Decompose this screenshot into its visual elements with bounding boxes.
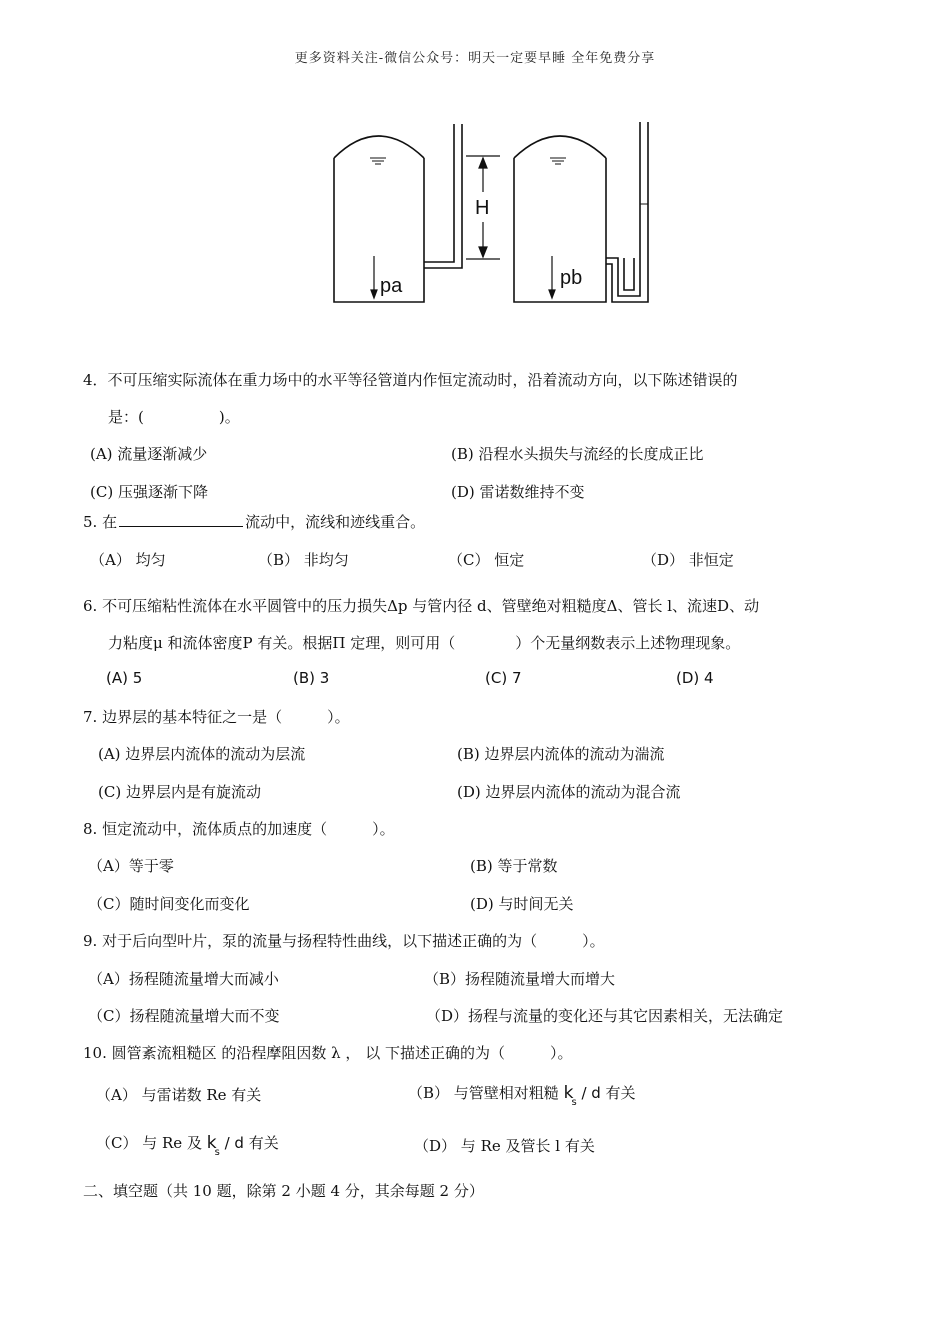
right-utube-middle — [624, 258, 634, 290]
q4-stem-line2: 是：( )。 — [108, 408, 240, 426]
label-pa: pa — [380, 275, 403, 297]
label-H: H — [475, 197, 490, 219]
q6-option-d: (D) 4 — [676, 669, 714, 687]
page-header: 更多资料关注-微信公众号：明天一定要早睡 全年免费分享 — [294, 51, 656, 66]
label-pb: pb — [560, 267, 583, 289]
q4-option-d: (D) 雷诺数维持不变 — [451, 483, 585, 501]
q4-option-b: (B) 沿程水头损失与流经的长度成正比 — [451, 445, 704, 463]
q10-option-b — [408, 1082, 636, 1108]
q8-option-b: (B) 等于常数 — [470, 857, 558, 875]
q7-option-a: (A) 边界层内流体的流动为层流 — [98, 745, 306, 763]
q5-blank — [119, 514, 243, 527]
right-tank-dome — [514, 136, 606, 158]
q9-option-d: （D）扬程与流量的变化还与其它因素相关，无法确定 — [426, 1007, 784, 1025]
q6-stem-line1: 6. 不可压缩粘性流体在水平圆管中的压力损失Δp 与管内径 d、管壁绝对粗糙度Δ、管长 l、流速D、动 — [83, 597, 760, 615]
q4-option-c: (C) 压强逐渐下降 — [90, 483, 208, 501]
q10-option-b-pre: （B） 与管壁相对粗糙 — [408, 1084, 559, 1102]
q10-option-c-post: / d 有关 — [224, 1134, 279, 1152]
q8-option-c: （C）随时间变化而变化 — [88, 895, 250, 913]
q10-option-b-k: k — [563, 1083, 574, 1103]
q4-stem-line1: 4．不可压缩实际流体在重力场中的水平等径管道内作恒定流动时，沿着流动方向，以下陈述错误的 — [83, 371, 738, 389]
q10-option-c-pre: （C） 与 Re 及 — [96, 1134, 202, 1152]
left-tank-dome — [334, 136, 424, 158]
q10-option-a: （A） 与雷诺数 Re 有关 — [96, 1086, 262, 1104]
q9-option-c: （C）扬程随流量增大而不变 — [88, 1007, 280, 1025]
q5-option-b: （B） 非均匀 — [258, 551, 349, 569]
q9-option-a: （A）扬程随流量增大而减小 — [88, 970, 279, 988]
left-piezometer-outer — [424, 124, 454, 262]
right-utube-outer — [606, 122, 640, 296]
q9-option-b: （B）扬程随流量增大而增大 — [424, 970, 616, 988]
q8-stem: 8. 恒定流动中，流体质点的加速度（ ）。 — [83, 820, 395, 838]
right-utube-inner — [606, 122, 648, 302]
q5-option-a: （A） 均匀 — [90, 551, 166, 569]
left-piezometer-inner — [424, 124, 462, 268]
q5-stem-pre: 5. 在 — [83, 513, 118, 531]
section-2-title: 二、填空题（共 10 题，除第 2 小题 4 分，其余每题 2 分） — [83, 1182, 484, 1200]
q5-stem-post: 流动中，流线和迹线重合。 — [245, 513, 426, 531]
q5-stem — [83, 511, 425, 532]
q10-option-c-s: s — [214, 1147, 220, 1158]
q6-option-a: (A) 5 — [106, 669, 143, 687]
q8-option-d: (D) 与时间无关 — [470, 895, 574, 913]
q9-stem: 9. 对于后向型叶片，泵的流量与扬程特性曲线，以下描述正确的为（ ）。 — [83, 932, 605, 950]
q5-option-c: （C） 恒定 — [448, 551, 525, 569]
q7-option-b: (B) 边界层内流体的流动为湍流 — [457, 745, 665, 763]
q5-option-d: （D） 非恒定 — [642, 551, 734, 569]
tank-diagram — [328, 118, 658, 308]
q10-stem: 10. 圆管紊流粗糙区 的沿程摩阻因数 λ ， 以 下描述正确的为（ ）。 — [83, 1044, 573, 1062]
q10-option-c-k: k — [206, 1133, 217, 1153]
q6-option-b: (B) 3 — [293, 669, 330, 687]
q10-option-b-post: / d 有关 — [581, 1084, 636, 1102]
q8-option-a: （A）等于零 — [88, 857, 174, 875]
q10-option-b-s: s — [571, 1097, 577, 1108]
q6-option-c: (C) 7 — [485, 669, 522, 687]
left-tank-body — [334, 158, 424, 302]
q7-option-d: (D) 边界层内流体的流动为混合流 — [457, 783, 681, 801]
q7-option-c: (C) 边界层内是有旋流动 — [98, 783, 261, 801]
q4-option-a: (A) 流量逐渐减少 — [90, 445, 208, 463]
q10-option-c — [96, 1132, 279, 1158]
q10-option-d: （D） 与 Re 及管长 l 有关 — [414, 1137, 595, 1155]
q6-stem-line2: 力粘度μ 和流体密度P 有关。根据Π 定理，则可用（ ）个无量纲数表示上述物理现象。 — [108, 634, 741, 652]
q7-stem: 7. 边界层的基本特征之一是（ ）。 — [83, 708, 350, 726]
